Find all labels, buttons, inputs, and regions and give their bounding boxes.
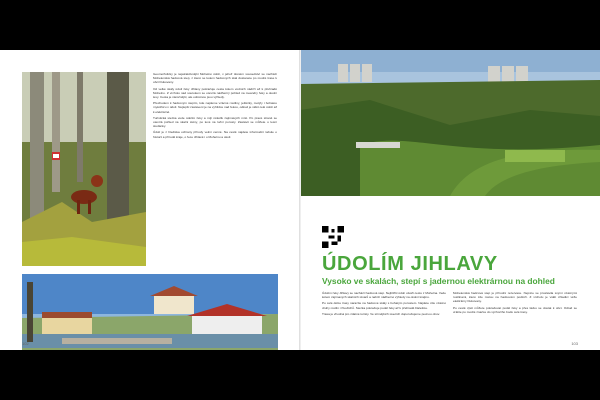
- article-subtitle: Vysoko ve skalách, stepí s jadernou elektrárnou na dohled: [322, 276, 555, 286]
- photo-valley-power-plant: [300, 50, 600, 196]
- paragraph: Turistická stezka vede údolím řeky a míjí několik zajímavých míst. Po pravé straně se otevírá pohled na skalní stěny, po levé na luční porosty. Zastavit se můžete u lesní studánky.: [153, 115, 277, 129]
- paragraph: Od velké skály údolí řeky Jihlavy pokračuje cesta kolem vodních nádrží až k přehradě Mohelno. Z vrcholu nad soutokem se otevírá nádherný pohled na meandry řeky a okolní lesy. Cesta je náročnější, ale odměnou jsou výhledy.: [153, 86, 277, 100]
- paragraph: Údolí je z hlediska ochrany přírody velmi cenné. Na cestě najdete informační tabule o historii a přírodě kraje, o řece Jihlavě i o Mohelnu a okolí.: [153, 130, 277, 139]
- paragraph: Přechodem k hadcovým stepím, kde najdeme vzácné rostliny, ještěrky, motýly i bohatou mykoflóru v údolí. Nejlepší zastavení je na vyhlídce nad řekou, odkud je vidět celé údolí až k elektrárně.: [153, 101, 277, 114]
- right-text-column-1: [322, 291, 446, 350]
- paragraph: Geomorfolicky je nejatraktivnější Mohelné údolí, v jehož těsném sousedství se nachází Mohelenská hadcová step, z které se kolem hadcových skal dostanete po modré trase k obci Dukovany.: [153, 72, 277, 85]
- paragraph: Trasa je vhodná pro zdatné turisty. Ve strmějších úsecích doporučujeme pevnou obuv.: [322, 311, 440, 316]
- photo-village-bridge: [22, 274, 278, 350]
- paragraph: Po celé délce trasy narazíte na hadcové skály s bohatým porostem. Najdete zde vzácné druhy rostlin i živočichů. Stezka pokračuje podél řeky až k přehradě Dalešice.: [322, 301, 446, 310]
- qr-code-icon: [322, 226, 344, 248]
- book-spread: [0, 50, 600, 350]
- article-title: ÚDOLÍM JIHLAVY: [322, 253, 498, 275]
- right-text-column-2: [453, 291, 577, 350]
- right-page: [300, 50, 600, 350]
- paragraph: Po cestě zpět můžete pokračovat podél řeky a přes lávku se dostat k obci. Odtud se vrátíte po modré značce do výchozího bodu celé trasy.: [453, 305, 577, 314]
- page-number-right: 103: [571, 341, 578, 346]
- book-gutter: [299, 50, 301, 350]
- photo-dog-in-forest: [22, 72, 146, 266]
- left-page: [0, 50, 300, 350]
- paragraph: Mohelenská hadcová step je přírodní rezervace. Nejvíce se proslavila svými vzácnými rostlinami, které zde rostou na hadcovém podloží. Z vrcholu je vidět chladicí věže elektrárny Dukovany.: [453, 291, 577, 304]
- left-text-column: [153, 72, 277, 267]
- page-number-left: 102: [22, 341, 29, 346]
- paragraph: Údolím řeky Jihlavy se nachází hadcová step. Nejbližší údolí utváří cestu z Mohelna. Vede kolem zajímavých skalních útvarů a nabízí nádherné výhledy na okolní krajinu.: [322, 291, 446, 300]
